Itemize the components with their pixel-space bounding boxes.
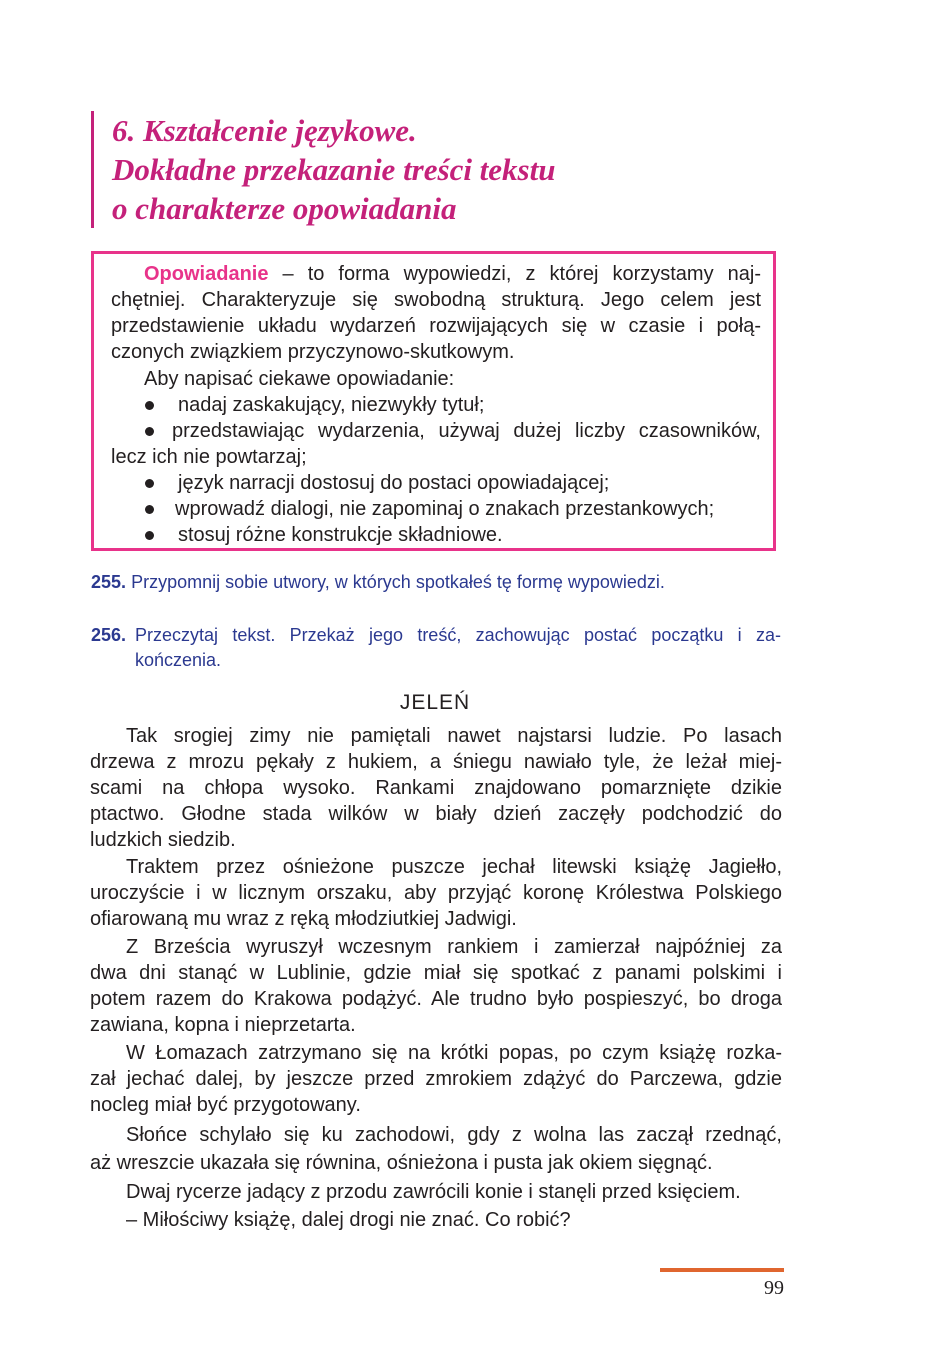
story-line: Słońce schylało się ku zachodowi, gdy z wolna las zaczął rzednąć, [126,1124,782,1146]
bullet-item-4: wprowadź dialogi, nie zapominaj o znakach przestankowych; [175,498,715,520]
bullet-item-1: nadaj zaskakujący, niezwykły tytuł; [178,394,485,416]
definition-term: Opowiadanie [144,263,269,285]
section-heading [91,111,812,228]
heading-line-2: Dokładne przekazanie treści tekstu [112,152,556,187]
story-line: Traktem przez ośnieżone puszcze jechał litewski książę Jagiełło, [126,856,782,878]
story-line: potem razem do Krakowa podążyć. Ale trudno było pospieszyć, bo droga [90,988,782,1010]
definition-line-1 [111,261,761,287]
definition-line-2: chętniej. Charakteryzuje się swobodną strukturą. Jego celem jest [111,289,761,311]
story-line: ofiarowaną mu wraz z ręką młodziutkiej Jadwigi. [90,908,517,930]
definition-line-4: czonych związkiem przyczynowo-skutkowym. [111,341,515,363]
story-line: zał jechać dalej, by jeszcze przed zmrokiem zdążyć do Parczewa, gdzie [90,1068,782,1090]
task-256-first-line [91,623,781,648]
story-line: scami na chłopa wysoko. Rankami znajdowano pomarznięte dzikie [90,777,782,799]
task-256 [91,623,781,673]
task-text-continuation: kończenia. [135,650,222,670]
bullet-icon [145,401,154,410]
story-line: aż wreszcie ukazała się równina, ośnieżona i pusta jak okiem sięgnąć. [90,1152,713,1174]
story-line: uroczyście i w licznym orszaku, aby przyjąć koronę Królestwa Polskiego [90,882,782,904]
story-line: Tak srogiej zimy nie pamiętali nawet najstarsi ludzie. Po lasach [126,725,782,747]
story-dialogue-line: – Miłościwy książę, dalej drogi nie znać. Co robić? [126,1209,571,1231]
story-title: JELEŃ [399,691,471,714]
story-line: W Łomazach zatrzymano się na krótki popas, po czym książę rozka- [126,1042,782,1064]
heading-line-3: o charakterze opowiadania [112,191,457,226]
bullet-icon [145,505,154,514]
bullet-icon [145,427,154,436]
definition-line-1-text: – to forma wypowiedzi, z której korzystamy naj- [268,263,761,285]
story-line: zawiana, kopna i nieprzetarta. [90,1014,356,1036]
bullet-item-2: przedstawiając wydarzenia, używaj dużej liczby czasowników, [172,420,761,442]
bullet-item-3: język narracji dostosuj do postaci opowiadającej; [178,472,610,494]
task-255 [91,570,665,595]
story-line: dwa dni stanąć w Lublinie, gdzie miał się spotkać z panami polskimi i [90,962,782,984]
story-line: nocleg miał być przygotowany. [90,1094,361,1116]
story-line: ptactwo. Głodne stada wilków w biały dzień zaczęły podchodzić do [90,803,782,825]
bullet-icon [145,531,154,540]
story-line: Z Brześcia wyruszył wczesnym rankiem i zamierzał najpóźniej za [126,936,782,958]
task-text: Przypomnij sobie utwory, w których spotkałeś tę formę wypowiedzi. [131,572,665,592]
definition-line-3: przedstawienie układu wydarzeń rozwijających się w czasie i połą- [111,315,761,337]
footer-rule [660,1268,784,1272]
story-line: drzewa z mrozu pękały z hukiem, a śniegu nawiało tyle, że leżał miej- [90,751,782,773]
task-number: 255. [91,572,127,592]
bullet-item-5: stosuj różne konstrukcje składniowe. [178,524,503,546]
task-text: Przeczytaj tekst. Przekaż jego treść, zachowując postać początku i za- [135,625,781,645]
bullet-icon [145,479,154,488]
definition-intro: Aby napisać ciekawe opowiadanie: [144,368,455,390]
story-line: ludzkich siedzib. [90,829,236,851]
heading-line-1: 6. Kształcenie językowe. [112,113,417,148]
page-number: 99 [764,1277,784,1299]
story-line: Dwaj rycerze jadący z przodu zawrócili konie i stanęli przed księciem. [126,1181,741,1203]
bullet-item-2-continuation: lecz ich nie powtarzaj; [111,446,307,468]
task-number: 256. [91,625,127,645]
